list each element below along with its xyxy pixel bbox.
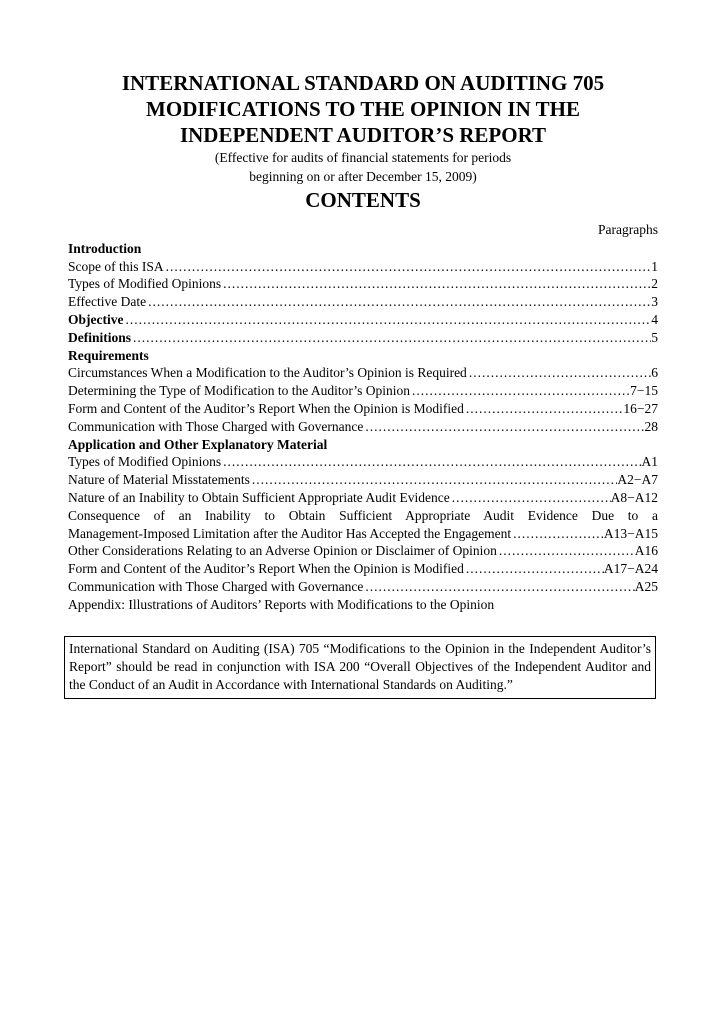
toc-entry-scope[interactable]: Scope of this ISA ..... 1 <box>68 258 658 276</box>
dot-leader <box>450 489 611 507</box>
document-title-line-1: INTERNATIONAL STANDARD ON AUDITING 705 <box>121 71 605 95</box>
document-title-line-3: INDEPENDENT AUDITOR’S REPORT <box>179 123 547 147</box>
dot-leader <box>497 542 635 560</box>
document-title-line-2: MODIFICATIONS TO THE OPINION IN THE <box>146 97 580 121</box>
dot-leader <box>221 453 641 471</box>
effective-date-line-1: (Effective for audits of financial statements for periods <box>214 150 512 165</box>
toc-entry-form-content[interactable]: Form and Content of the Auditor’s Report When the Opinion is Modified ..... 16−27 <box>68 400 658 418</box>
toc-entry-consequence-line-1[interactable]: Consequence of an Inability to Obtain Sufficient Appropriate Audit Evidence Due to a <box>68 507 658 523</box>
dot-leader <box>164 258 652 276</box>
toc-entry-communication[interactable]: Communication with Those Charged with Governance ..... 28 <box>68 418 658 436</box>
toc-entry-determining[interactable]: Determining the Type of Modification to the Auditor’s Opinion ..... 7−15 <box>68 382 658 400</box>
dot-leader <box>221 275 651 293</box>
dot-leader <box>467 364 651 382</box>
title-block <box>68 70 658 213</box>
toc-entry-types-a[interactable]: Types of Modified Opinions ..... A1 <box>68 453 658 471</box>
dot-leader <box>363 578 634 596</box>
toc-entry-consequence-line-2[interactable]: Management-Imposed Limitation after the Auditor Has Accepted the Engagement ..... A13−A15 <box>68 525 658 543</box>
toc-entry-definitions[interactable]: Definitions ..... 5 <box>68 329 658 347</box>
toc-entry-form-content-a[interactable]: Form and Content of the Auditor’s Report When the Opinion is Modified ..... A17−A24 <box>68 560 658 578</box>
toc-entry-appendix[interactable]: Appendix: Illustrations of Auditors’ Reports with Modifications to the Opinion <box>68 596 495 612</box>
dot-leader <box>511 525 604 543</box>
toc-entry-other-considerations[interactable]: Other Considerations Relating to an Adverse Opinion or Disclaimer of Opinion ..... A16 <box>68 542 658 560</box>
toc-section-application: Application and Other Explanatory Material <box>68 436 328 452</box>
dot-leader <box>464 560 604 578</box>
toc-entry-effective-date[interactable]: Effective Date ..... 3 <box>68 293 658 311</box>
toc-section-introduction: Introduction <box>68 240 142 256</box>
dot-leader <box>410 382 630 400</box>
dot-leader <box>363 418 644 436</box>
table-of-contents <box>68 222 658 614</box>
toc-entry-communication-a[interactable]: Communication with Those Charged with Governance ..... A25 <box>68 578 658 596</box>
toc-entry-nature-misstatements[interactable]: Nature of Material Misstatements ..... A2−A7 <box>68 471 658 489</box>
paragraphs-label: Paragraphs <box>598 222 658 237</box>
isa-reading-note: International Standard on Auditing (ISA) 705 “Modifications to the Opinion in the Independent Auditor’s Report” should be read in conjunction with ISA 200 “Overall Objectives of the Independent Auditor and the Conduct of an Audit in Accordance with International Standards on Auditing.” <box>64 636 656 699</box>
effective-date-line-2: beginning on or after December 15, 2009) <box>249 169 477 184</box>
dot-leader <box>464 400 624 418</box>
dot-leader <box>146 293 651 311</box>
toc-entry-nature-inability[interactable]: Nature of an Inability to Obtain Sufficient Appropriate Audit Evidence ..... A8−A12 <box>68 489 658 507</box>
toc-entry-objective[interactable]: Objective ..... 4 <box>68 311 658 329</box>
dot-leader <box>131 329 651 347</box>
toc-entry-circumstances[interactable]: Circumstances When a Modification to the Auditor’s Opinion is Required ..... 6 <box>68 364 658 382</box>
toc-entry-types[interactable]: Types of Modified Opinions ..... 2 <box>68 275 658 293</box>
dot-leader <box>123 311 651 329</box>
dot-leader <box>250 471 618 489</box>
contents-heading: CONTENTS <box>305 188 421 212</box>
toc-section-requirements: Requirements <box>68 347 149 363</box>
